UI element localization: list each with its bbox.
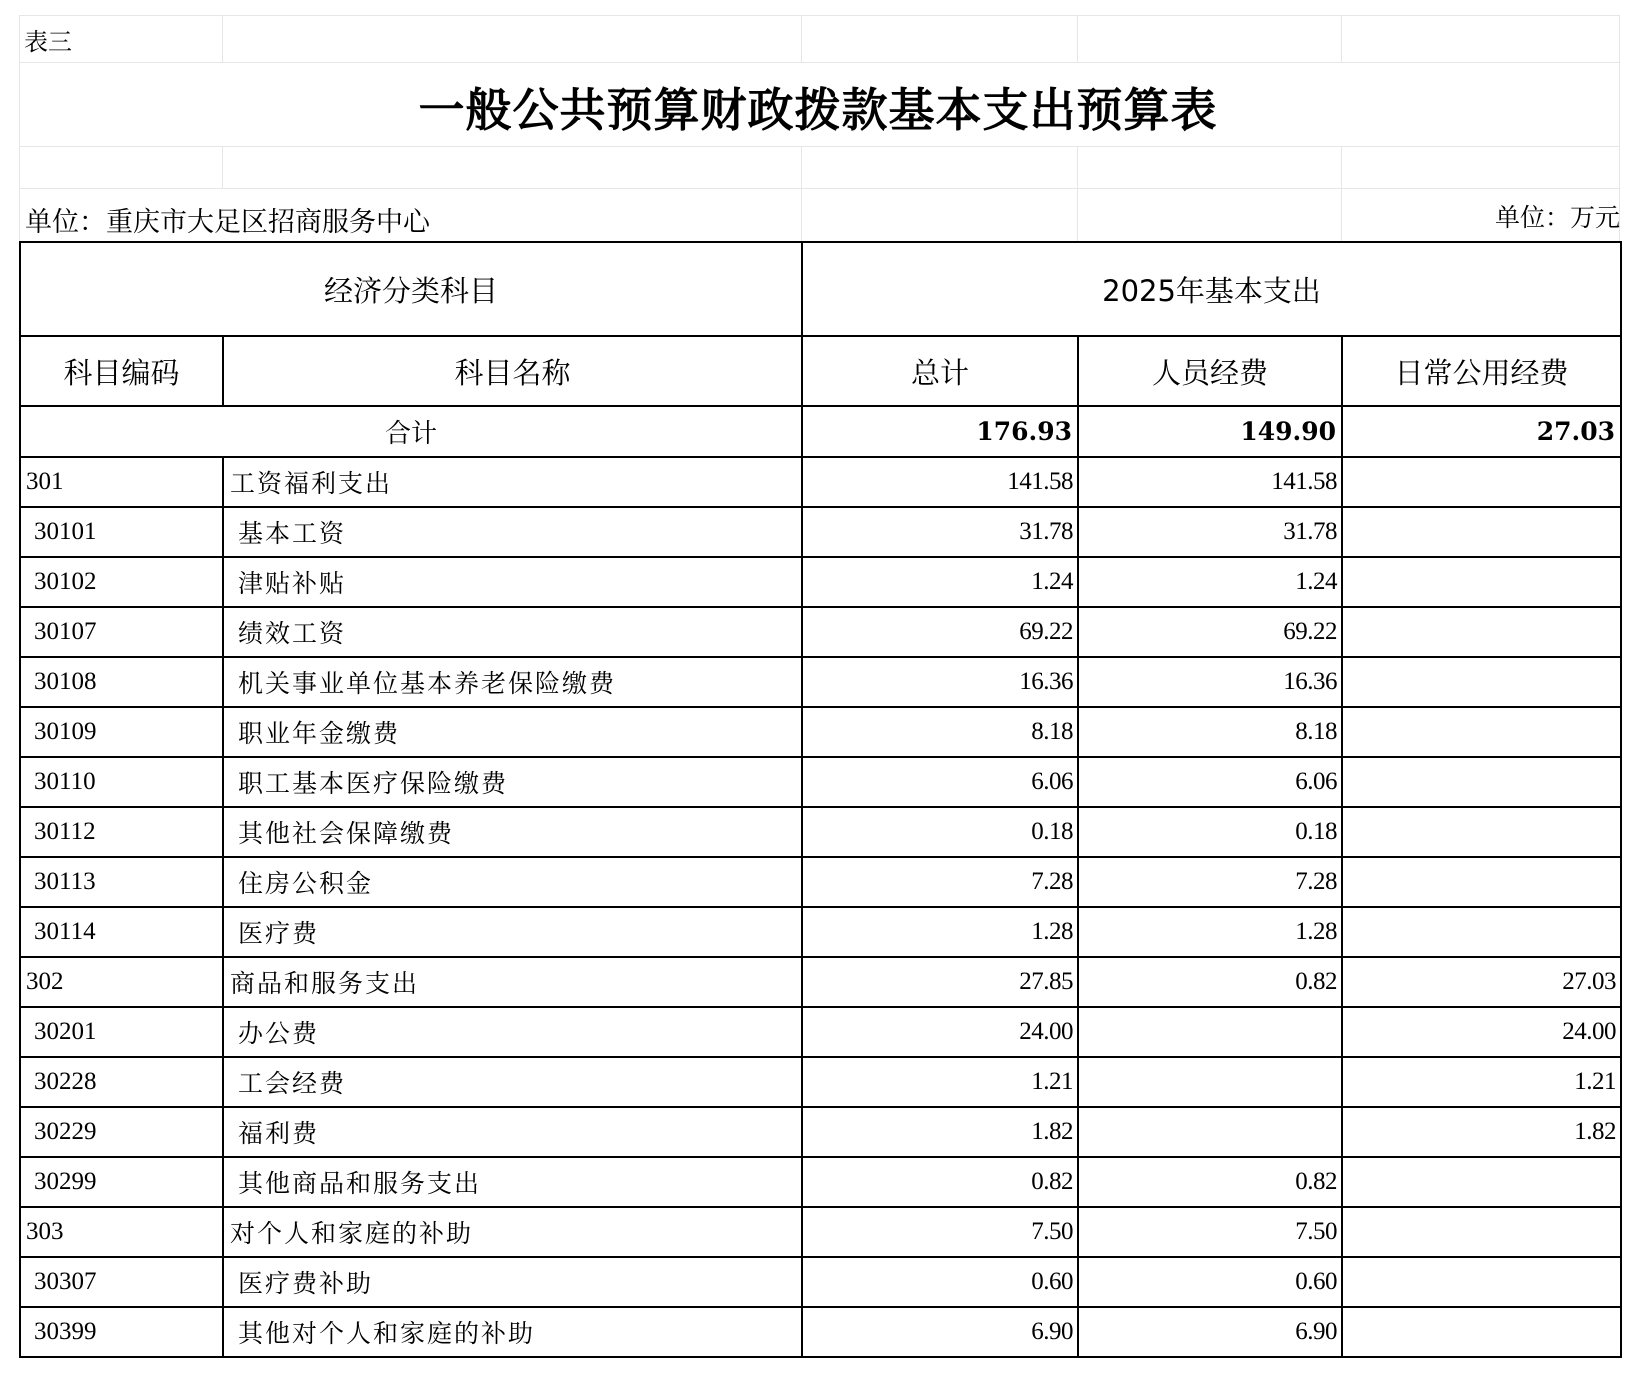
subject-name: 机关事业单位基本养老保险缴费 <box>223 657 802 707</box>
table-row <box>20 1307 1621 1357</box>
amount-total: 31.78 <box>802 507 1078 557</box>
subject-name: 对个人和家庭的补助 <box>223 1207 802 1257</box>
amount-public: 24.00 <box>1342 1007 1621 1057</box>
header-total: 总计 <box>802 336 1078 406</box>
amount-total: 0.82 <box>802 1157 1078 1207</box>
amount-public: 1.82 <box>1342 1107 1621 1157</box>
table-row <box>20 457 1621 507</box>
table-row <box>20 1107 1621 1157</box>
header-personnel-expense: 人员经费 <box>1078 336 1342 406</box>
amount-public <box>1342 1157 1621 1207</box>
subject-code: 30399 <box>20 1307 223 1357</box>
amount-total: 0.60 <box>802 1257 1078 1307</box>
subject-code: 30112 <box>20 807 223 857</box>
gridline <box>222 15 223 62</box>
amount-public <box>1342 857 1621 907</box>
gridline <box>1341 146 1342 241</box>
table-row <box>20 957 1621 1007</box>
table-row <box>20 907 1621 957</box>
amount-total: 1.82 <box>802 1107 1078 1157</box>
amount-total: 16.36 <box>802 657 1078 707</box>
gridline <box>1341 15 1342 62</box>
amount-total: 69.22 <box>802 607 1078 657</box>
header-basic-expenditure-2025: 2025年基本支出 <box>802 242 1621 336</box>
amount-total: 8.18 <box>802 707 1078 757</box>
amount-public <box>1342 807 1621 857</box>
subject-code: 30114 <box>20 907 223 957</box>
amount-total: 1.24 <box>802 557 1078 607</box>
gridline <box>19 146 1620 147</box>
subject-name: 福利费 <box>223 1107 802 1157</box>
amount-public <box>1342 1207 1621 1257</box>
subject-code: 30229 <box>20 1107 223 1157</box>
amount-total: 0.18 <box>802 807 1078 857</box>
amount-total: 7.50 <box>802 1207 1078 1257</box>
amount-personnel: 8.18 <box>1078 707 1342 757</box>
subject-code: 30108 <box>20 657 223 707</box>
subject-code: 30228 <box>20 1057 223 1107</box>
total-row <box>20 406 1621 457</box>
amount-public <box>1342 607 1621 657</box>
subject-name: 工会经费 <box>223 1057 802 1107</box>
subject-code: 30107 <box>20 607 223 657</box>
subject-code: 30307 <box>20 1257 223 1307</box>
amount-public <box>1342 757 1621 807</box>
subject-name: 基本工资 <box>223 507 802 557</box>
subject-code: 30101 <box>20 507 223 557</box>
subject-name: 职业年金缴费 <box>223 707 802 757</box>
amount-personnel: 141.58 <box>1078 457 1342 507</box>
amount-total: 141.58 <box>802 457 1078 507</box>
amount-total: 24.00 <box>802 1007 1078 1057</box>
table-row <box>20 1157 1621 1207</box>
subject-name: 医疗费补助 <box>223 1257 802 1307</box>
amount-total: 6.90 <box>802 1307 1078 1357</box>
subject-name: 商品和服务支出 <box>223 957 802 1007</box>
table-row <box>20 1007 1621 1057</box>
amount-personnel: 0.18 <box>1078 807 1342 857</box>
subject-code: 301 <box>20 457 223 507</box>
amount-public: 27.03 <box>1342 957 1621 1007</box>
page-title: 一般公共预算财政拨款基本支出预算表 <box>418 83 1218 137</box>
subject-name: 工资福利支出 <box>223 457 802 507</box>
amount-personnel: 0.82 <box>1078 957 1342 1007</box>
amount-personnel <box>1078 1057 1342 1107</box>
gridline <box>801 146 802 241</box>
subject-name: 其他对个人和家庭的补助 <box>223 1307 802 1357</box>
subject-name: 津贴补贴 <box>223 557 802 607</box>
table-row <box>20 557 1621 607</box>
table-row <box>20 757 1621 807</box>
subject-name: 职工基本医疗保险缴费 <box>223 757 802 807</box>
table-row <box>20 807 1621 857</box>
gridline <box>1077 146 1078 241</box>
subject-name: 办公费 <box>223 1007 802 1057</box>
header-public-expense: 日常公用经费 <box>1342 336 1621 406</box>
gridline <box>19 15 1620 16</box>
gridline <box>19 62 1620 63</box>
amount-public <box>1342 707 1621 757</box>
subject-code: 303 <box>20 1207 223 1257</box>
gridline <box>1077 15 1078 62</box>
amount-total: 1.28 <box>802 907 1078 957</box>
amount-personnel: 6.90 <box>1078 1307 1342 1357</box>
amount-public <box>1342 1307 1621 1357</box>
amount-personnel: 69.22 <box>1078 607 1342 657</box>
amount-personnel: 1.28 <box>1078 907 1342 957</box>
subject-code: 302 <box>20 957 223 1007</box>
total-label: 合计 <box>20 406 802 457</box>
amount-personnel: 31.78 <box>1078 507 1342 557</box>
amount-public <box>1342 507 1621 557</box>
amount-personnel: 7.28 <box>1078 857 1342 907</box>
subject-name: 其他社会保障缴费 <box>223 807 802 857</box>
gridline <box>801 15 802 62</box>
amount-public <box>1342 557 1621 607</box>
table-row <box>20 1257 1621 1307</box>
table-row <box>20 857 1621 907</box>
subject-name: 绩效工资 <box>223 607 802 657</box>
subject-name: 医疗费 <box>223 907 802 957</box>
total-sum: 176.93 <box>802 406 1078 457</box>
table-row <box>20 607 1621 657</box>
unit-currency: 单位：万元 <box>1494 203 1620 232</box>
subject-code: 30201 <box>20 1007 223 1057</box>
amount-personnel: 0.60 <box>1078 1257 1342 1307</box>
header-subject-code: 科目编码 <box>20 336 223 406</box>
table-row <box>20 707 1621 757</box>
amount-personnel: 16.36 <box>1078 657 1342 707</box>
header-subject-name: 科目名称 <box>223 336 802 406</box>
budget-table <box>19 241 1622 1358</box>
header-economic-classification: 经济分类科目 <box>20 242 802 336</box>
unit-organization: 单位：重庆市大足区招商服务中心 <box>25 207 430 238</box>
table-row <box>20 1207 1621 1257</box>
total-personnel: 149.90 <box>1078 406 1342 457</box>
subject-code: 30109 <box>20 707 223 757</box>
gridline <box>222 146 223 188</box>
table-row <box>20 507 1621 557</box>
amount-total: 27.85 <box>802 957 1078 1007</box>
amount-personnel <box>1078 1107 1342 1157</box>
subject-code: 30299 <box>20 1157 223 1207</box>
table-row <box>20 657 1621 707</box>
subject-name: 其他商品和服务支出 <box>223 1157 802 1207</box>
table-row <box>20 1057 1621 1107</box>
subject-code: 30113 <box>20 857 223 907</box>
subject-code: 30110 <box>20 757 223 807</box>
amount-total: 1.21 <box>802 1057 1078 1107</box>
amount-personnel: 1.24 <box>1078 557 1342 607</box>
total-public: 27.03 <box>1342 406 1621 457</box>
subject-code: 30102 <box>20 557 223 607</box>
amount-public <box>1342 1257 1621 1307</box>
amount-personnel <box>1078 1007 1342 1057</box>
amount-public <box>1342 457 1621 507</box>
amount-public: 1.21 <box>1342 1057 1621 1107</box>
amount-personnel: 0.82 <box>1078 1157 1342 1207</box>
amount-personnel: 6.06 <box>1078 757 1342 807</box>
gridline <box>19 188 1620 189</box>
amount-public <box>1342 907 1621 957</box>
amount-personnel: 7.50 <box>1078 1207 1342 1257</box>
amount-total: 7.28 <box>802 857 1078 907</box>
amount-public <box>1342 657 1621 707</box>
amount-total: 6.06 <box>802 757 1078 807</box>
sheet-label: 表三 <box>24 28 72 56</box>
subject-name: 住房公积金 <box>223 857 802 907</box>
